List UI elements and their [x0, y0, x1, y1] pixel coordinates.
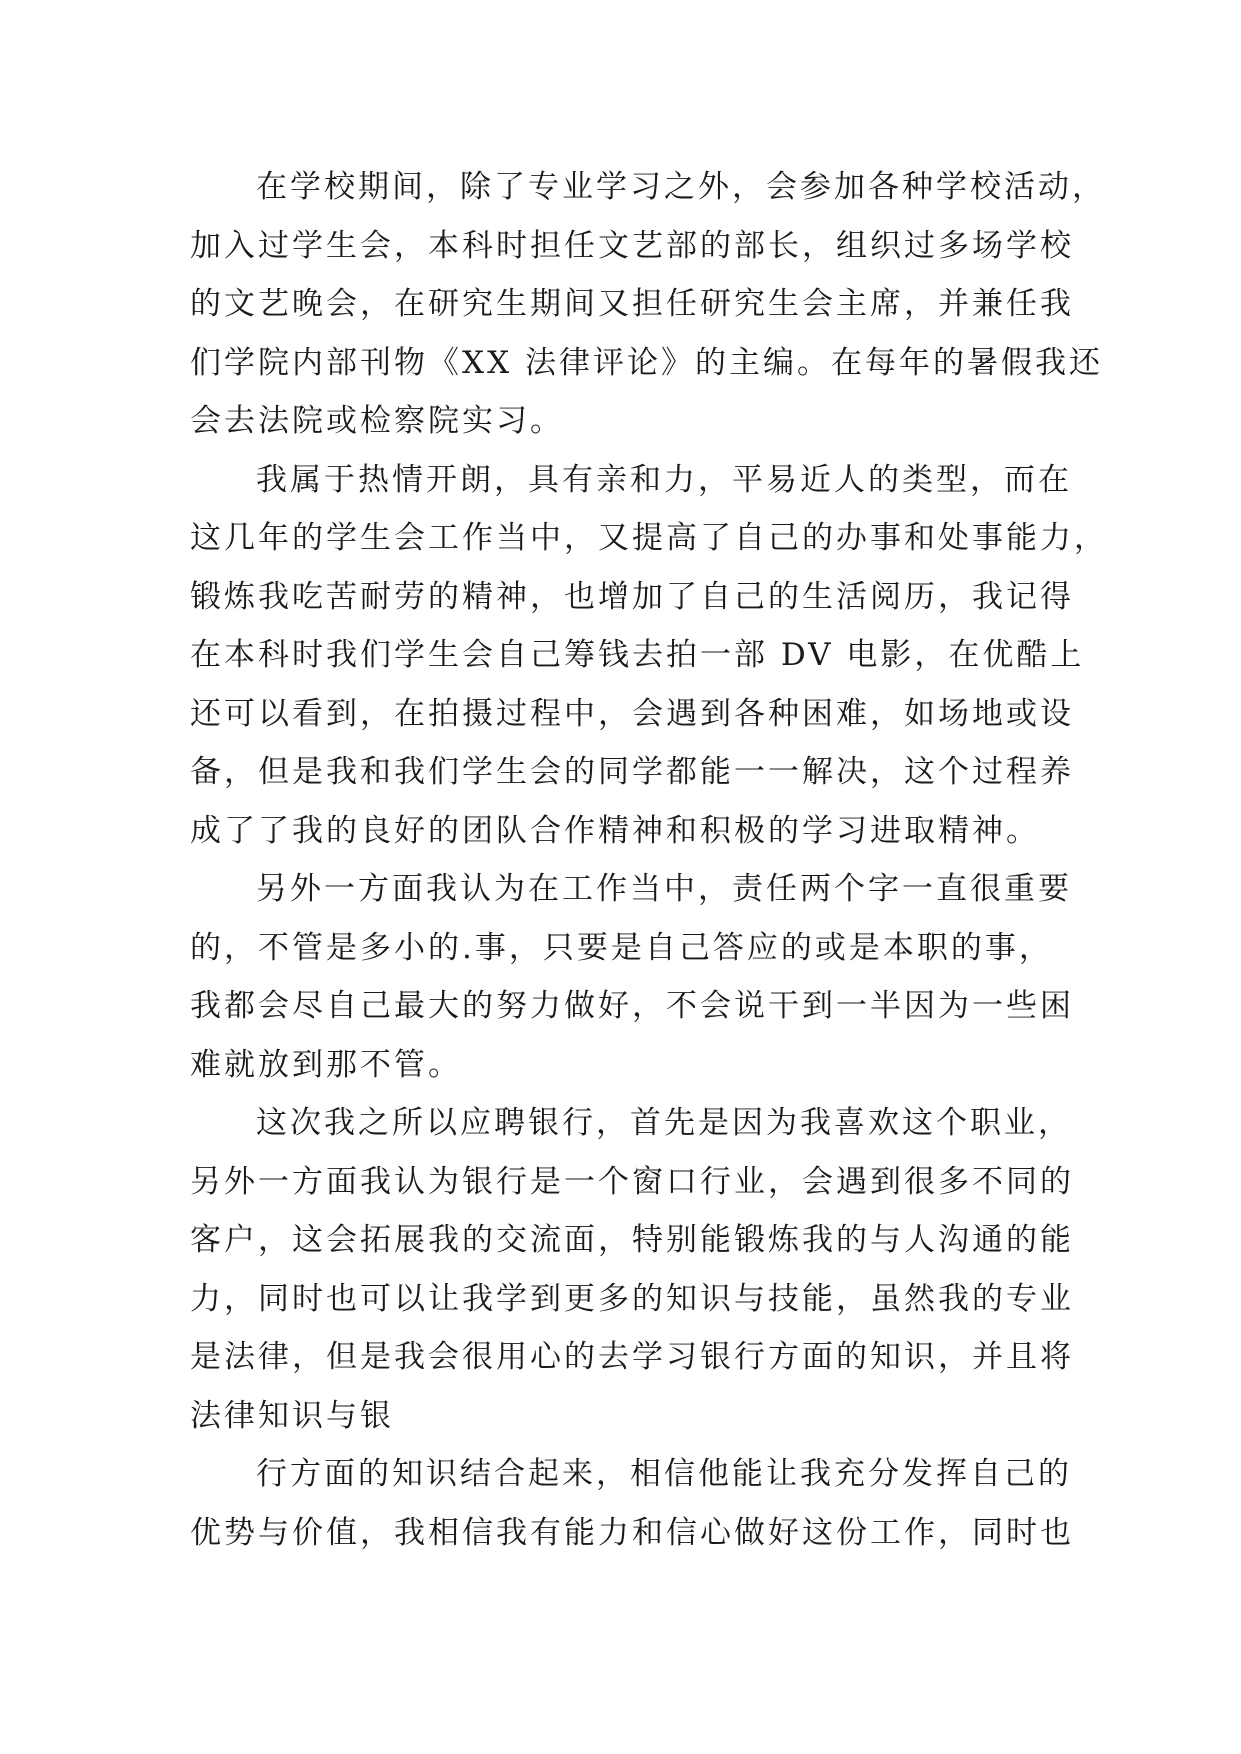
paragraph-line: 优势与价值，我相信我有能力和信心做好这份工作，同时也: [190, 1514, 1074, 1551]
paragraph-line: 成了了我的良好的团队合作精神和积极的学习进取精神。: [190, 812, 1040, 849]
paragraph-line: 备，但是我和我们学生会的同学都能一一解决，这个过程养: [190, 754, 1074, 790]
paragraph-3: [190, 860, 1074, 1094]
paragraph-line: 加入过学生会，本科时担任文艺部的部长，组织过多场学校: [190, 227, 1074, 264]
paragraph-line: 我都会尽自己最大的努力做好，不会说干到一半因为一些困: [190, 988, 1074, 1024]
paragraph-line: 锻炼我吃苦耐劳的精神，也增加了自己的生活阅历，我记得: [190, 578, 1074, 615]
paragraph-line: 难就放到那不管。: [190, 1046, 462, 1083]
paragraph-line: 们学院内部刊物《XX 法律评论》的主编。在每年的暑假我还: [190, 344, 1103, 381]
paragraph-1: [190, 158, 1106, 451]
document-body: [190, 158, 1108, 1562]
paragraph-line: 在本科时我们学生会自己筹钱去拍一部 DV 电影，在优酷上: [190, 637, 1085, 673]
paragraph-line: 行方面的知识结合起来，相信他能让我充分发挥自己的: [256, 1456, 1072, 1492]
paragraph-line: 客户，这会拓展我的交流面，特别能锻炼我的与人沟通的能: [190, 1222, 1074, 1258]
paragraph-line: 会去法院或检察院实习。: [190, 403, 564, 439]
paragraph-line: 是法律，但是我会很用心的去学习银行方面的知识，并且将: [190, 1339, 1074, 1375]
paragraph-line: 力，同时也可以让我学到更多的知识与技能，虽然我的专业: [190, 1280, 1074, 1317]
paragraph-4: [190, 1094, 1074, 1445]
paragraph-line: 法律知识与银: [190, 1397, 394, 1434]
paragraph-line: 我属于热情开朗，具有亲和力，平易近人的类型，而在: [256, 461, 1072, 498]
paragraph-2: [190, 451, 1108, 861]
paragraph-5: [190, 1445, 1074, 1562]
paragraph-line: 的，不管是多小的.事，只要是自己答应的或是本职的事，: [190, 929, 1053, 966]
paragraph-line: 的文艺晚会，在研究生期间又担任研究生会主席，并兼任我: [190, 286, 1074, 322]
paragraph-line: 这次我之所以应聘银行，首先是因为我喜欢这个职业，: [256, 1105, 1072, 1141]
paragraph-line: 这几年的学生会工作当中，又提高了自己的办事和处事能力，: [190, 520, 1108, 556]
paragraph-line: 另外一方面我认为银行是一个窗口行业，会遇到很多不同的: [190, 1163, 1074, 1200]
paragraph-line: 还可以看到，在拍摄过程中，会遇到各种困难，如场地或设: [190, 695, 1074, 732]
paragraph-line: 在学校期间，除了专业学习之外，会参加各种学校活动，: [256, 169, 1106, 205]
paragraph-line: 另外一方面我认为在工作当中，责任两个字一直很重要: [256, 871, 1072, 907]
